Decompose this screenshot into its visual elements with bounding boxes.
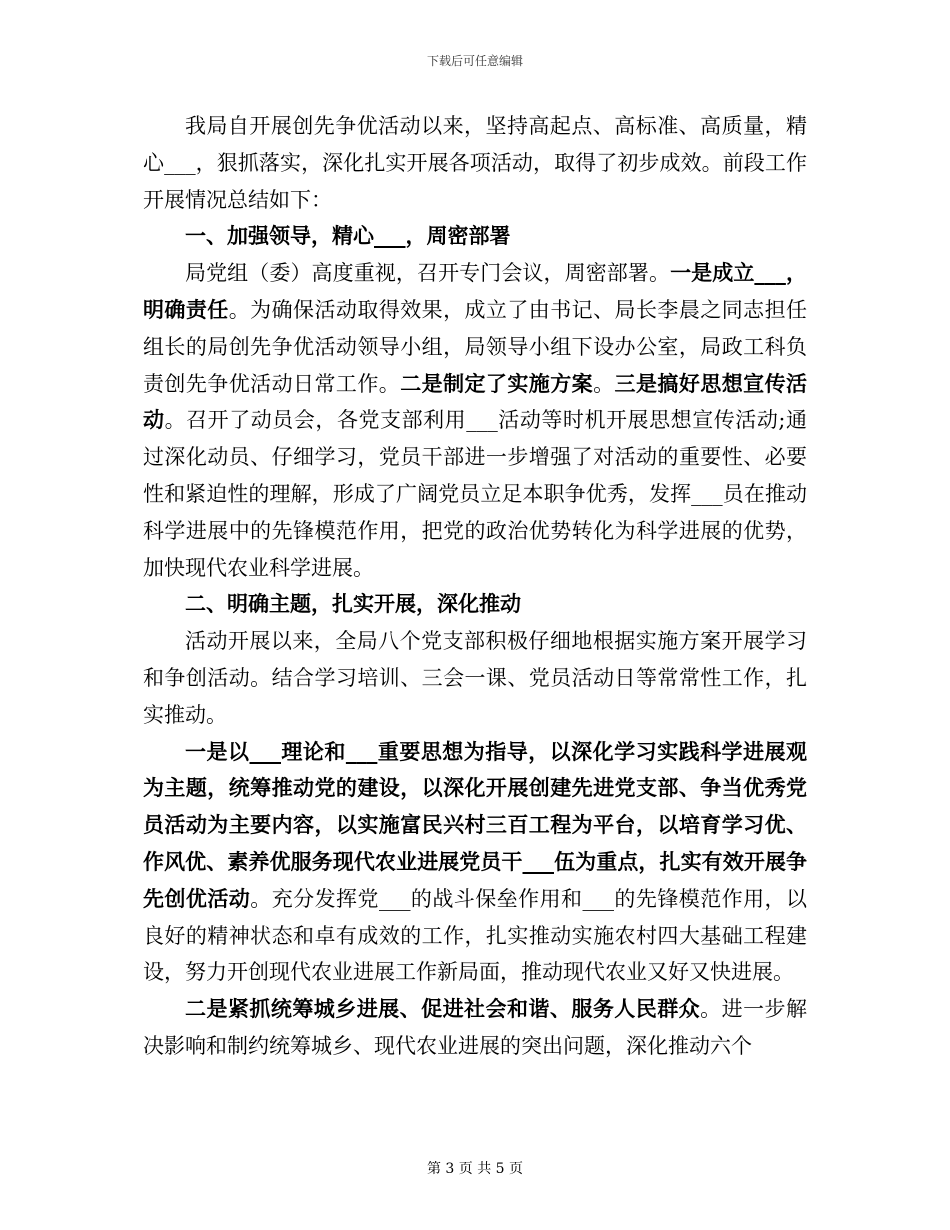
text-run: 。召开了动员会，各党支部利用___活动等时机开展思想宣传活动;通过深化动员、仔细学习，党员干部进一步增强了对活动的重要性、必要性和紧迫性的理解，形成了广阔党员立足本职争优秀，发挥___员在推动科学进展中的先锋模范作用，把党的政治优势转化为科学进展的优势，加快现代农业科学进展。 xyxy=(143,408,808,580)
paragraph-section-2: 活动开展以来，全局八个党支部积极仔细地根据实施方案开展学习和争创活动。结合学习培训、三会一课、党员活动日等常常性工作，扎实推动。 xyxy=(143,629,807,727)
paragraph-point-1 xyxy=(143,734,807,992)
paragraph-section-1 xyxy=(143,255,807,586)
bold-run: 三是搞好思想宣传活动 xyxy=(143,370,808,433)
bold-run: 一是成立___，明确责任 xyxy=(143,260,808,322)
page-number: 第 3 页 共 5 页 xyxy=(426,1161,524,1177)
text-run: 。进一步解决影响和制约统筹城乡、现代农业进展的突出问题，深化推动六个 xyxy=(143,997,807,1058)
page-header-note: 下载后可任意编辑 xyxy=(426,54,523,68)
text-run: 。为确保活动取得效果，成立了由书记、局长李晨之同志担任组长的局创先争优活动领导小组，局领导小组下设办公室，局政工科负责创先争优活动日常工作。 xyxy=(143,297,807,396)
text-run: 。 xyxy=(593,371,615,396)
paragraph-intro: 我局自开展创先争优活动以来，坚持高起点、高标准、高质量，精心___，狠抓落实，深化扎实开展各项活动，取得了初步成效。前段工作开展情况总结如下： xyxy=(143,114,807,212)
text-run: 。充分发挥党___的战斗保垒作用和___的先锋模范作用，以良好的精神状态和卓有成效的工作，扎实推动实施农村四大基础工程建设，努力开创现代农业进展工作新局面，推动现代农业又好又快进展。 xyxy=(143,886,808,985)
bold-run: 二是紧抓统筹城乡进展、促进社会和谐、服务人民群众 xyxy=(185,996,701,1022)
paragraph-point-2 xyxy=(143,991,807,1065)
bold-run: 一是以___理论和___重要思想为指导，以深化学习实践科学进展观为主题，统筹推动党的建设，以深化开展创建先进党支部、争当优秀党员活动为主要内容，以实施富民兴村三百工程为平台，以培育学习优、作风优、素养优服务现代农业进展党员干___伍为重点，扎实有效开展争先创优活动 xyxy=(143,738,807,911)
text-run: 局党组（委）高度重视，召开专门会议，周密部署。 xyxy=(185,261,671,286)
document-body xyxy=(143,108,807,1065)
section-heading-1: 一、加强领导，精心___，周密部署 xyxy=(185,223,511,249)
section-heading-2: 二、明确主题，扎实开展，深化推动 xyxy=(185,591,521,617)
bold-run: 二是制定了实施方案 xyxy=(400,370,594,396)
